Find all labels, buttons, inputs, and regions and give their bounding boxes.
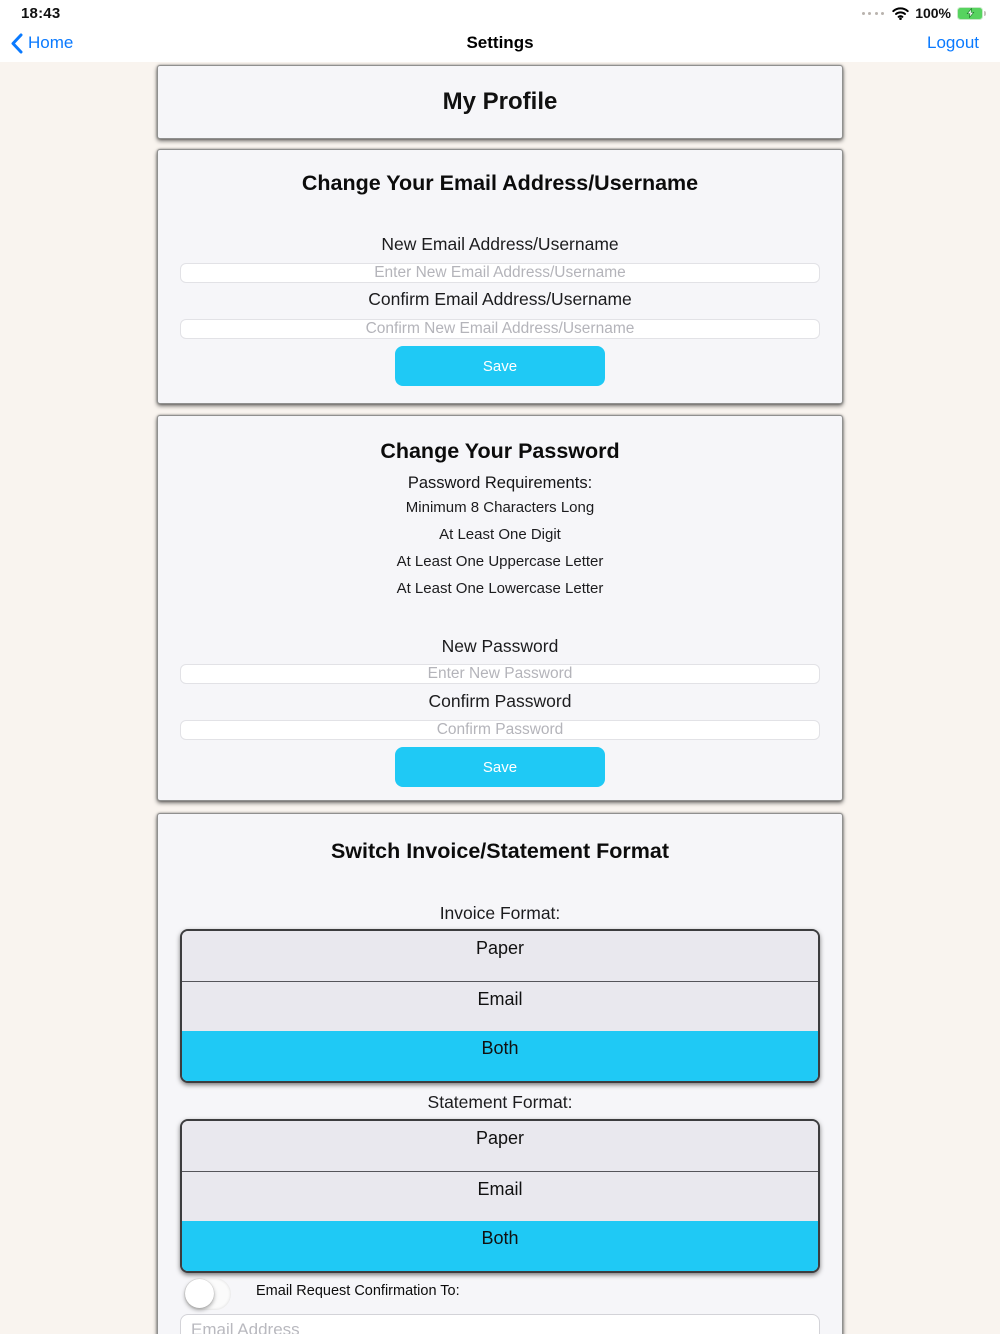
logout-button[interactable]: Logout [927, 33, 979, 52]
password-requirement: At Least One Lowercase Letter [396, 580, 604, 597]
password-requirement: At Least One Uppercase Letter [396, 553, 604, 570]
format-card [157, 813, 843, 1334]
change-email-card [157, 149, 843, 404]
save-email-button[interactable]: Save [395, 346, 605, 386]
password-requirements-title: Password Requirements: [407, 474, 593, 492]
new-email-input[interactable] [180, 263, 820, 283]
confirm-password-label: Confirm Password [428, 691, 572, 711]
confirm-email-label: Confirm Email Address/Username [368, 289, 632, 309]
change-password-heading: Change Your Password [380, 439, 620, 463]
status-bar [0, 0, 1000, 24]
invoice-option-email[interactable]: Email [182, 981, 818, 1031]
status-icons [862, 5, 986, 21]
statement-option-paper[interactable]: Paper [182, 1121, 818, 1171]
change-password-card [157, 415, 843, 801]
my-profile-title: My Profile [442, 88, 558, 115]
email-confirmation-label: Email Request Confirmation To: [256, 1283, 460, 1299]
new-password-label: New Password [441, 636, 559, 656]
cellular-signal-icon [862, 12, 885, 15]
password-requirement: Minimum 8 Characters Long [405, 499, 595, 516]
new-email-label: New Email Address/Username [381, 234, 619, 254]
clock: 18:43 [21, 4, 61, 22]
statement-option-both[interactable]: Both [182, 1221, 818, 1271]
invoice-option-paper[interactable]: Paper [182, 931, 818, 981]
page-title: Settings [466, 33, 534, 52]
confirmation-email-input[interactable] [180, 1314, 820, 1334]
email-confirmation-row [184, 1278, 842, 1311]
confirm-email-input[interactable] [180, 319, 820, 339]
invoice-format-label: Invoice Format: [439, 903, 561, 923]
battery-cap [984, 11, 986, 16]
back-home-label: Home [28, 33, 74, 52]
email-confirmation-toggle[interactable] [184, 1278, 231, 1310]
format-heading: Switch Invoice/Statement Format [330, 839, 670, 863]
password-requirement: At Least One Digit [439, 526, 561, 543]
battery-charging-icon [957, 7, 983, 20]
confirm-password-input[interactable] [180, 720, 820, 740]
toggle-knob [185, 1279, 214, 1308]
my-profile-card [157, 65, 843, 139]
invoice-format-list [180, 929, 820, 1083]
invoice-option-both[interactable]: Both [182, 1031, 818, 1081]
navigation-bar [0, 24, 1000, 62]
new-password-input[interactable] [180, 664, 820, 684]
statement-format-list [180, 1119, 820, 1273]
statement-option-email[interactable]: Email [182, 1171, 818, 1221]
wifi-icon [892, 7, 909, 20]
settings-content [0, 62, 1000, 1334]
change-email-heading: Change Your Email Address/Username [301, 171, 699, 195]
save-password-button[interactable]: Save [395, 747, 605, 787]
statement-format-label: Statement Format: [427, 1092, 573, 1112]
battery-percent: 100% [915, 5, 951, 21]
